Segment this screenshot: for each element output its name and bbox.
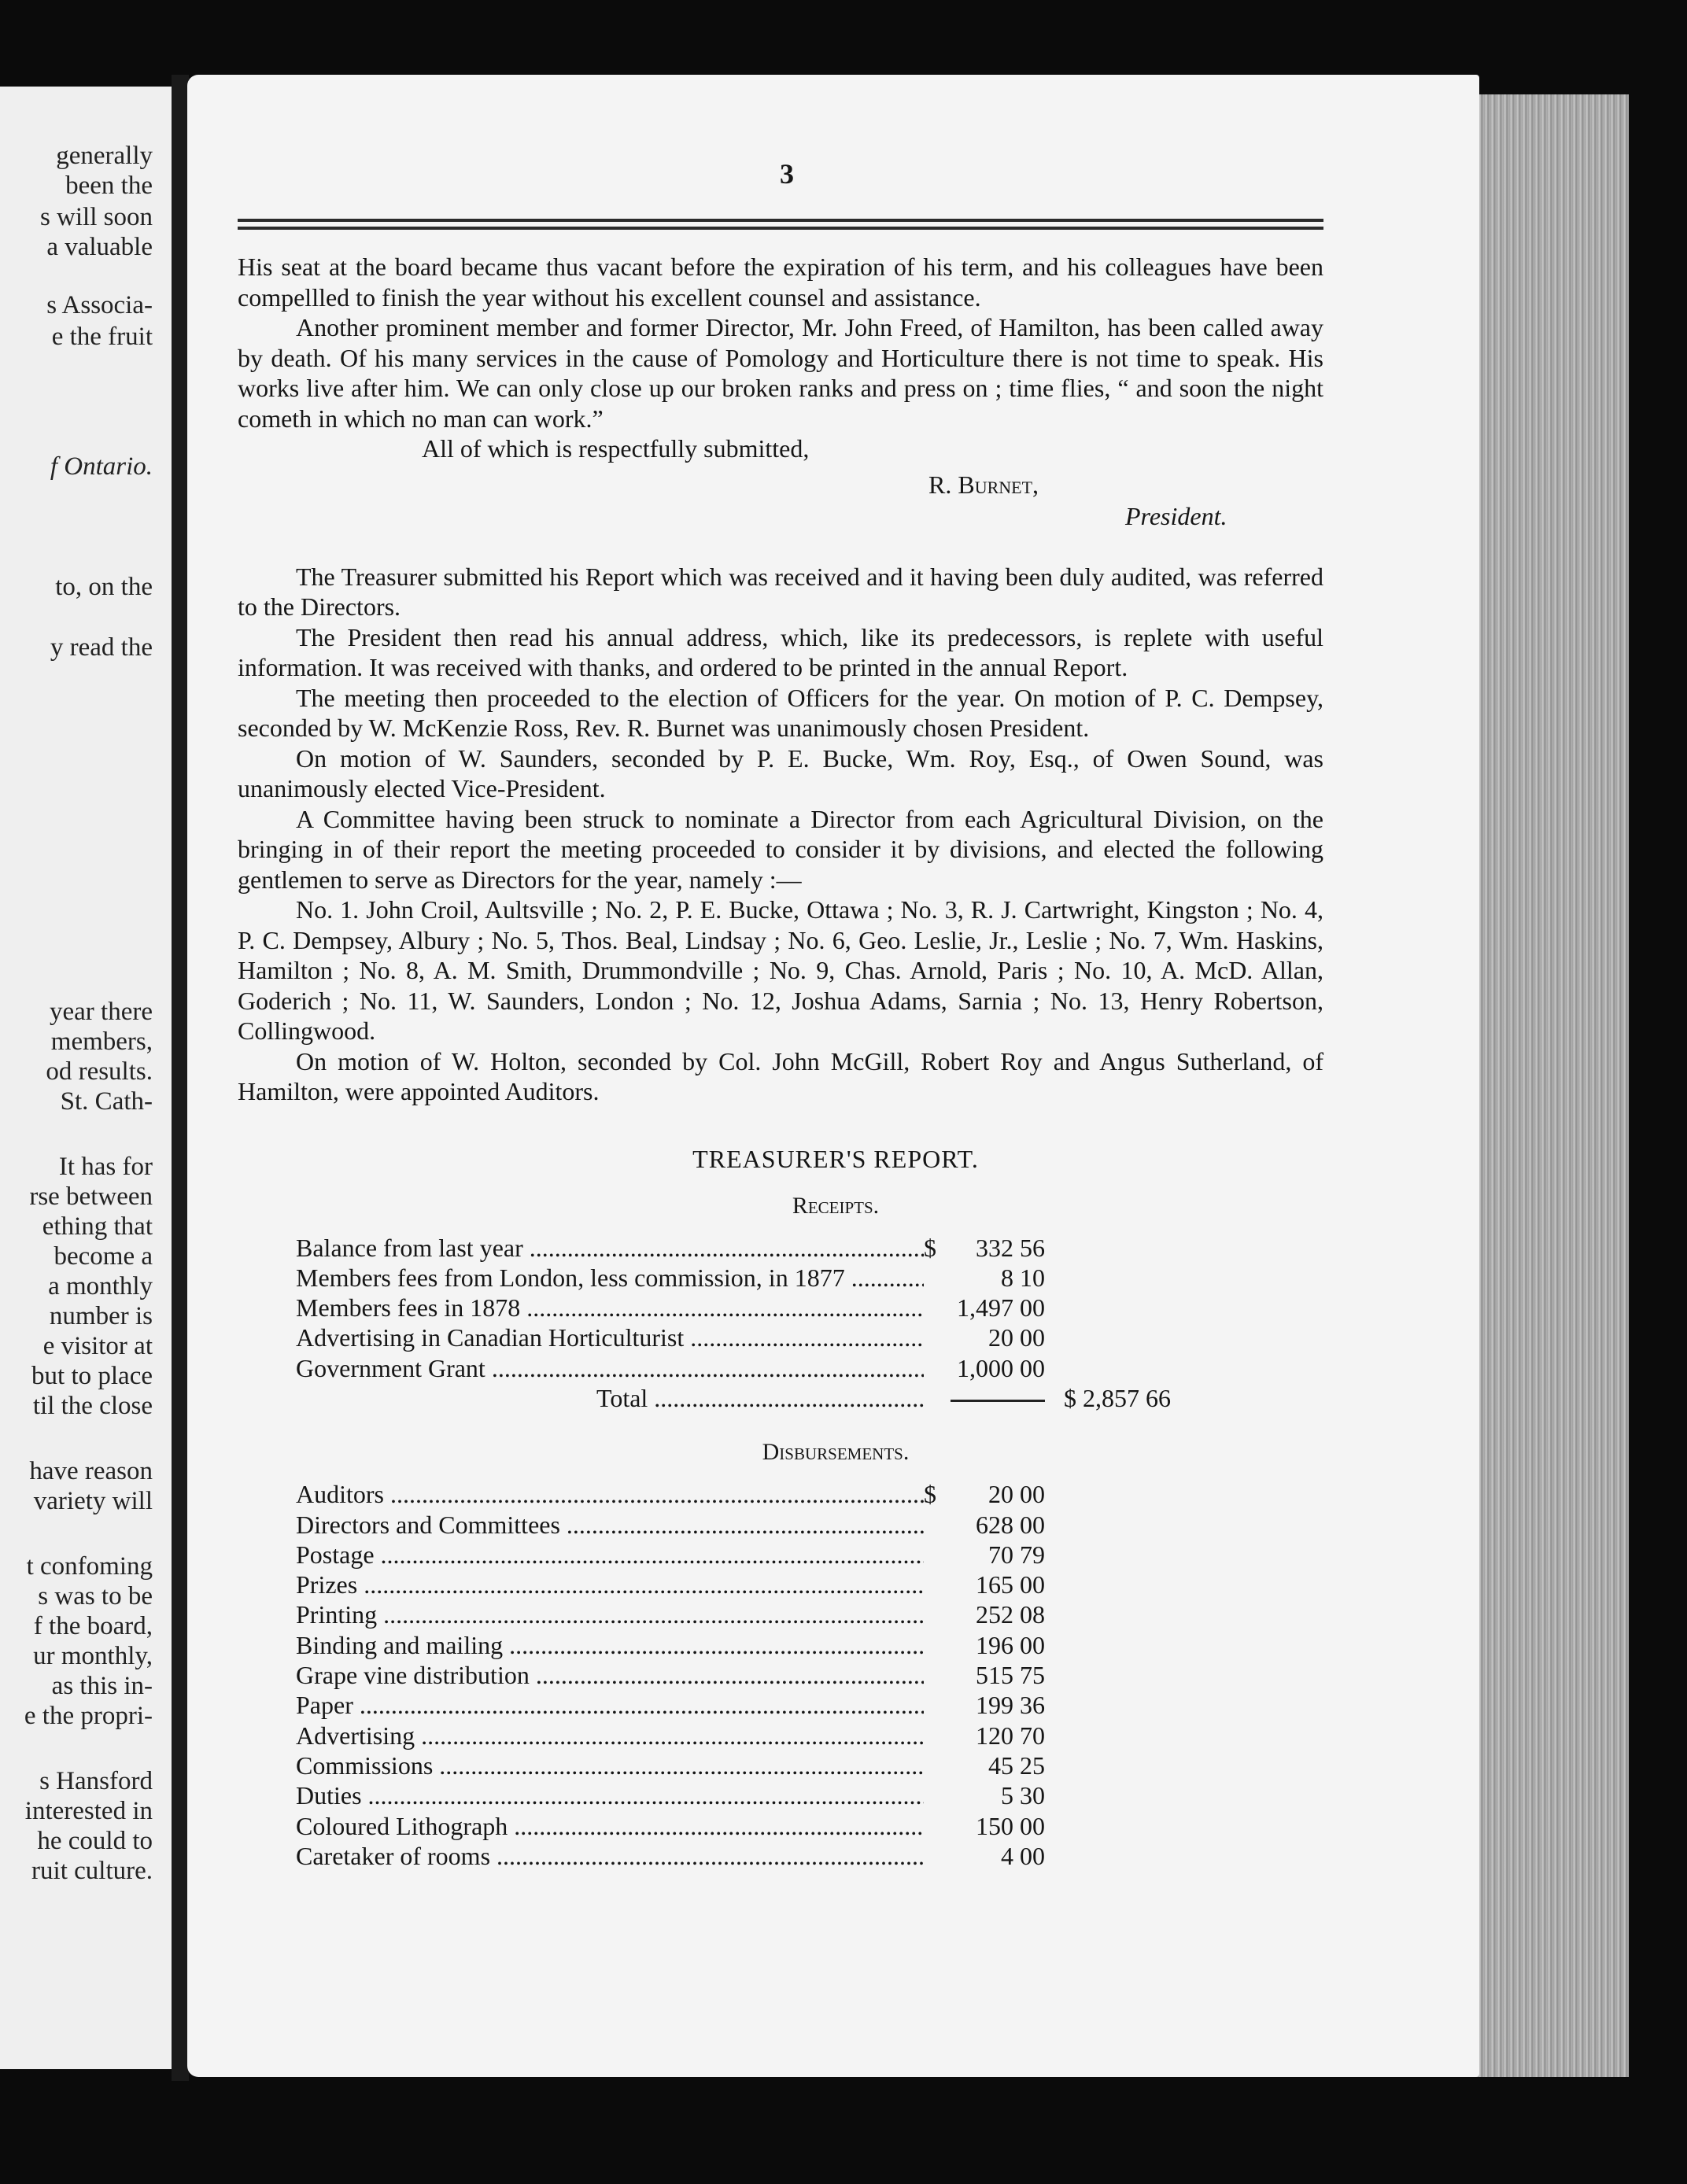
- receipts-amount: 332 56: [976, 1233, 1045, 1262]
- left-page-text-fragment: number is: [49, 1302, 153, 1330]
- receipts-label: Members fees in 1878 .....: [238, 1293, 924, 1323]
- left-page-text-fragment: od results.: [46, 1057, 153, 1086]
- left-page-text-fragment: interested in: [24, 1797, 153, 1825]
- left-page-fragment: [0, 87, 172, 2069]
- disbursements-amount: 45 25: [988, 1751, 1045, 1780]
- paragraph-seat-vacant: His seat at the board became thus vacant before the expiration of his term, and his colleagues have been compellled to finish the year without his excellent counsel and assistance.: [238, 253, 1323, 312]
- disbursements-heading: Disbursements.: [762, 1439, 910, 1466]
- left-page-text-fragment: but to place: [31, 1362, 153, 1390]
- paragraph-election-president: The meeting then proceeded to the election of Officers for the year. On motion of P. C. Dempsey, seconded by W. McKenzie Ross, Rev. R. Burnet was unanimously chosen President.: [238, 683, 1323, 742]
- disbursements-label: Caretaker of rooms .....: [238, 1841, 924, 1871]
- receipts-total-row: [238, 1383, 1323, 1413]
- disbursements-amount: 628 00: [976, 1510, 1045, 1539]
- disbursements-row: [238, 1751, 1323, 1780]
- disbursements-amount: 120 70: [976, 1721, 1045, 1750]
- left-page-text-fragment: to, on the: [55, 573, 153, 601]
- left-page-text-fragment: f the board,: [33, 1612, 153, 1640]
- left-page-text-fragment: s Hansford: [39, 1767, 153, 1795]
- receipts-label: Government Grant .....: [238, 1353, 924, 1383]
- disbursements-label: Directors and Committees .....: [238, 1510, 924, 1540]
- book-page-edges: [1471, 94, 1629, 2077]
- disbursements-row: [238, 1811, 1323, 1841]
- paragraph-directors-list: No. 1. John Croil, Aultsville ; No. 2, P. E. Bucke, Ottawa ; No. 3, R. J. Cartwright, Kingston ; No. 4, P. C. Dempsey, Albury ; No. 5, Thos. Beal, Lindsay ; No. 6, Geo. Leslie, Jr., Leslie ; No. 7, Wm. Haskins, Hamilton ; No. 8, A. M. Smith, Drummondville ; No. 9, Chas. Arnold, Paris ; No. 10, A. McD. Allan, Goderich ; No. 11, W. Saunders, London ; No. 12, Joshua Adams, Sarnia ; No. 13, Henry Robertson, Collingwood.: [238, 895, 1323, 1045]
- left-page-text-fragment: been the: [65, 172, 153, 200]
- receipts-row: [238, 1293, 1323, 1323]
- left-page-text-fragment: s Associa-: [46, 291, 153, 319]
- disbursements-row: [238, 1841, 1323, 1871]
- receipts-amount: 20 00: [988, 1323, 1045, 1352]
- receipts-total-value: $ 2,857 66: [1064, 1383, 1171, 1412]
- signature-name: R. Burnet,: [928, 470, 1039, 499]
- left-page-text-fragment: s will soon: [39, 203, 153, 231]
- disbursements-label: Postage .....: [238, 1540, 924, 1570]
- disbursements-label: Grape vine distribution .....: [238, 1660, 924, 1690]
- receipts-row: [238, 1263, 1323, 1293]
- disbursements-amount: 515 75: [976, 1661, 1045, 1690]
- receipts-table: [238, 1233, 1323, 1383]
- page-number: 3: [780, 158, 794, 190]
- left-page-text-fragment: e visitor at: [42, 1332, 153, 1360]
- left-page-text-fragment: rse between: [29, 1182, 153, 1211]
- disbursements-label: Prizes .....: [238, 1570, 924, 1599]
- disbursements-label: Printing .....: [238, 1599, 924, 1629]
- paragraph-president-address: The President then read his annual address, which, like its predecessors, is replete with useful information. It was received with thanks, and ordered to be printed in the annual Report.: [238, 622, 1323, 681]
- left-page-text-fragment: ur monthly,: [33, 1642, 153, 1670]
- disbursements-row: [238, 1721, 1323, 1751]
- disbursements-row: [238, 1570, 1323, 1599]
- book-gutter: [172, 75, 189, 2081]
- left-page-text-fragment: become a: [54, 1242, 153, 1271]
- disbursements-table: [238, 1479, 1323, 1871]
- disbursements-amount: 196 00: [976, 1630, 1045, 1659]
- disbursements-row: [238, 1479, 1323, 1509]
- receipts-label: Balance from last year .....: [238, 1233, 924, 1263]
- receipts-row: [238, 1233, 1323, 1263]
- disbursements-label: Coloured Lithograph .....: [238, 1811, 924, 1841]
- paragraph-auditors: On motion of W. Holton, seconded by Col. John McGill, Robert Roy and Angus Sutherland, of Hamilton, were appointed Auditors.: [238, 1046, 1323, 1105]
- disbursements-amount: 150 00: [976, 1811, 1045, 1840]
- left-page-text-fragment: he could to: [37, 1827, 153, 1855]
- left-page-text-fragment: St. Cath-: [60, 1087, 153, 1116]
- left-page-text-fragment: have reason: [29, 1457, 153, 1485]
- left-page-text-fragment: generally: [56, 142, 153, 170]
- paragraph-submitted: All of which is respectfully submitted,: [422, 434, 810, 463]
- disbursements-amount: 5 30: [1001, 1781, 1045, 1810]
- disbursements-row: [238, 1660, 1323, 1690]
- disbursements-amount: 199 36: [976, 1691, 1045, 1720]
- left-page-text-fragment: as this in-: [51, 1672, 153, 1700]
- receipts-row: [238, 1323, 1323, 1352]
- signature-title: President.: [1125, 501, 1227, 530]
- total-rule: [951, 1383, 1045, 1413]
- left-page-text-fragment: ething that: [42, 1212, 153, 1241]
- left-page-text-fragment: a valuable: [46, 233, 153, 261]
- paragraph-vice-president: On motion of W. Saunders, seconded by P. E. Bucke, Wm. Roy, Esq., of Owen Sound, was unanimously elected Vice-President.: [238, 743, 1323, 802]
- header-double-rule: [238, 219, 1323, 230]
- left-page-text-fragment: s was to be: [38, 1582, 153, 1610]
- disbursements-row: [238, 1540, 1323, 1570]
- receipts-amount: 1,000 00: [957, 1353, 1045, 1382]
- left-page-text-fragment: e the propri-: [24, 1702, 153, 1730]
- left-page-text-fragment: f Ontario.: [50, 452, 153, 481]
- disbursements-amount: 252 08: [976, 1600, 1045, 1629]
- left-page-text-fragment: t confoming: [26, 1552, 153, 1581]
- disbursements-row: [238, 1690, 1323, 1720]
- left-page-text-fragment: a monthly: [48, 1272, 153, 1300]
- disbursements-row: [238, 1510, 1323, 1540]
- page-content: [238, 252, 1323, 1871]
- receipts-currency: $: [924, 1233, 936, 1262]
- paragraph-treasurer: The Treasurer submitted his Report which was received and it having been duly audited, was referred to the Directors.: [238, 562, 1323, 621]
- paragraph-committee: A Committee having been struck to nominate a Director from each Agricultural Division, on the bringing in of their report the meeting proceeded to consider it by divisions, and elected the following gentlemen to serve as Directors for the year, namely :—: [238, 804, 1323, 894]
- paragraph-john-freed: Another prominent member and former Director, Mr. John Freed, of Hamilton, has been called away by death. Of his many services in the cause of Pomology and Horticulture there is not time to speak. His works live after him. We can only close up our broken ranks and press on ; time flies, “ and soon the night cometh in which no man can work.”: [238, 313, 1323, 433]
- disbursements-label: Paper .....: [238, 1690, 924, 1720]
- receipts-amount: 8 10: [1001, 1263, 1045, 1292]
- treasurers-report-heading: TREASURER'S REPORT.: [692, 1144, 979, 1173]
- disbursements-amount: 165 00: [976, 1570, 1045, 1599]
- receipts-label: Advertising in Canadian Horticulturist .....: [238, 1323, 924, 1352]
- receipts-label: Members fees from London, less commission, in 1877 .....: [238, 1263, 924, 1293]
- disbursements-amount: 4 00: [1001, 1841, 1045, 1870]
- disbursements-amount: 70 79: [988, 1540, 1045, 1569]
- left-page-text-fragment: members,: [50, 1027, 153, 1056]
- left-page-text-fragment: y read the: [50, 633, 153, 662]
- left-page-text-fragment: year there: [50, 998, 153, 1026]
- disbursements-row: [238, 1599, 1323, 1629]
- disbursements-currency: $: [924, 1480, 936, 1509]
- receipts-row: [238, 1353, 1323, 1383]
- disbursements-amount: 20 00: [988, 1480, 1045, 1509]
- disbursements-label: Duties .....: [238, 1780, 924, 1810]
- disbursements-row: [238, 1780, 1323, 1810]
- receipts-total-label: Total .....: [238, 1383, 924, 1413]
- receipts-amount: 1,497 00: [957, 1293, 1045, 1323]
- left-page-text-fragment: til the close: [32, 1392, 153, 1420]
- left-page-text-fragment: variety will: [33, 1487, 153, 1515]
- left-page-text-fragment: ruit culture.: [31, 1857, 153, 1885]
- receipts-heading: Receipts.: [792, 1192, 880, 1219]
- left-page-text-fragment: It has for: [58, 1153, 153, 1181]
- disbursements-label: Auditors .....: [238, 1479, 924, 1509]
- disbursements-label: Binding and mailing .....: [238, 1630, 924, 1660]
- disbursements-row: [238, 1630, 1323, 1660]
- left-page-text-fragment: e the fruit: [51, 323, 153, 351]
- disbursements-label: Commissions .....: [238, 1751, 924, 1780]
- disbursements-label: Advertising .....: [238, 1721, 924, 1751]
